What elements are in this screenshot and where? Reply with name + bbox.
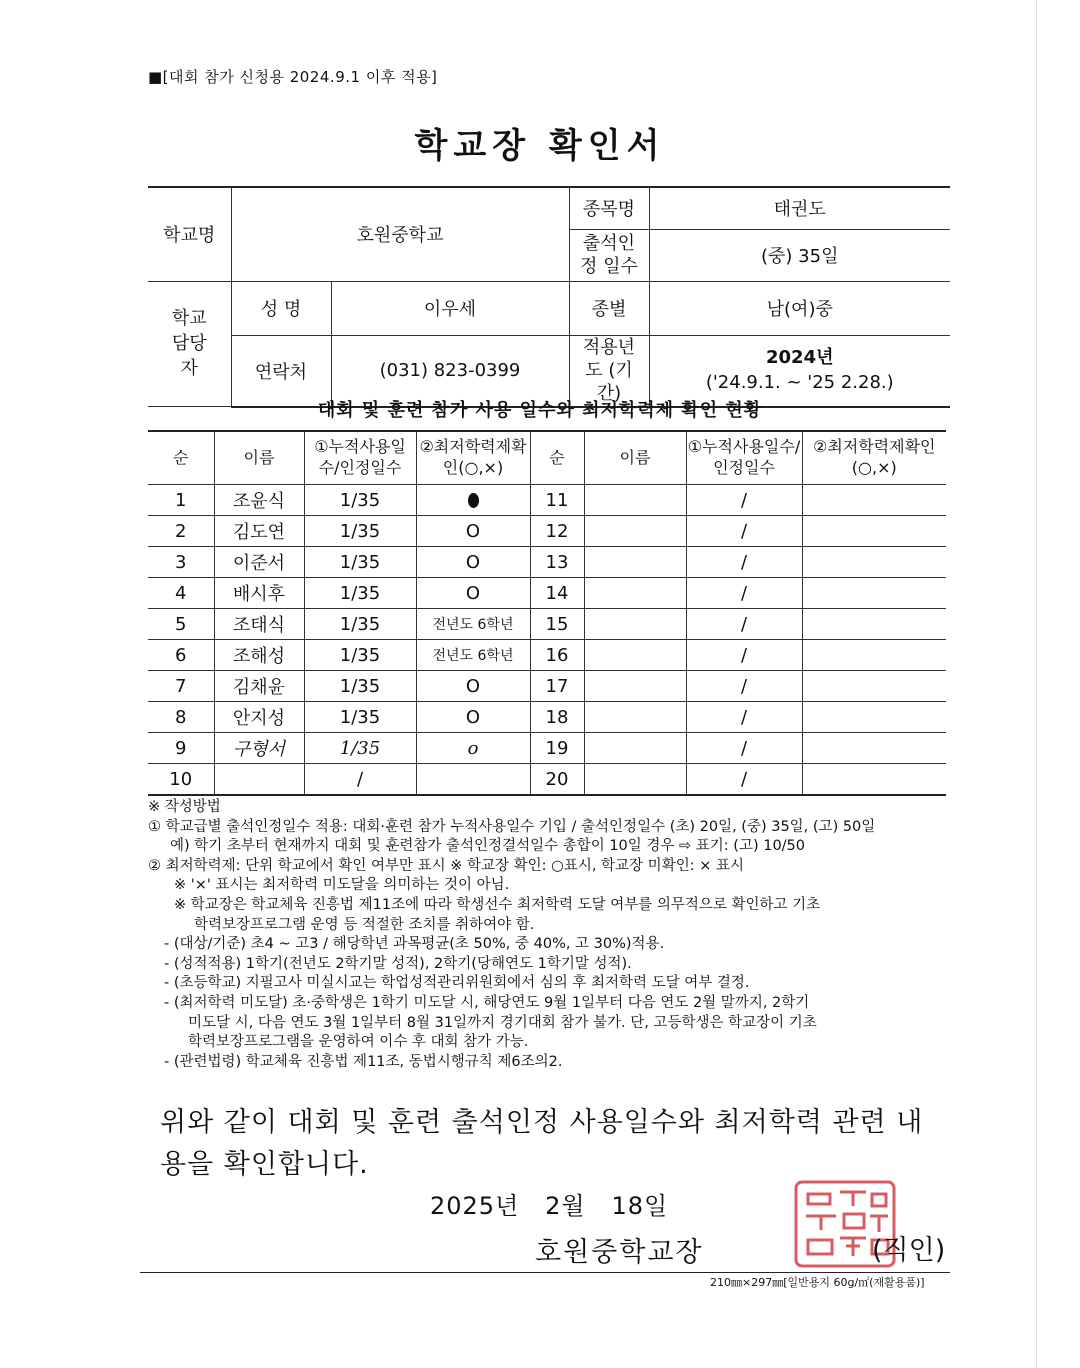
row-no: 13 bbox=[530, 547, 584, 578]
table-row bbox=[148, 578, 946, 609]
academic-check: 전년도 6학년 bbox=[416, 609, 530, 640]
header-check: ②최저학력제확인(○,×) bbox=[416, 431, 530, 485]
note-1: ① 학교급별 출석인정일수 적용: 대회·훈련 참가 누적사용일수 기입 / 출석인정일수 (초) 20일, (중) 35일, (고) 50일 bbox=[148, 818, 876, 835]
days-used: / bbox=[686, 485, 802, 516]
year-value: 2024년 bbox=[766, 347, 834, 369]
row-no: 3 bbox=[148, 547, 214, 578]
contact-label: 연락처 bbox=[231, 335, 331, 407]
days-used: 1/35 bbox=[304, 702, 416, 733]
student-name: 김도연 bbox=[214, 516, 304, 547]
name-value: 이우세 bbox=[331, 281, 569, 335]
days-used: / bbox=[686, 578, 802, 609]
bottom-rule bbox=[140, 1272, 950, 1273]
student-name bbox=[584, 764, 686, 796]
header-name: 이름 bbox=[214, 431, 304, 485]
gender-label: 종별 bbox=[569, 281, 649, 335]
seal-label: (직인) bbox=[872, 1235, 946, 1266]
notes-heading: ※ 작성방법 bbox=[148, 799, 221, 815]
academic-check: O bbox=[416, 547, 530, 578]
student-name: 이준서 bbox=[214, 547, 304, 578]
student-name: 조해성 bbox=[214, 640, 304, 671]
bullet-4b: 미도달 시, 다음 연도 3월 1일부터 8월 31일까지 경기대회 참가 불가. 단, 고등학생은 학교장이 기초 bbox=[188, 1014, 817, 1031]
days-label: 출석인정 일수 bbox=[569, 229, 649, 281]
academic-check bbox=[802, 733, 946, 764]
days-used: / bbox=[686, 516, 802, 547]
student-name bbox=[584, 733, 686, 764]
table-row bbox=[148, 671, 946, 702]
days-used: 1/35 bbox=[304, 516, 416, 547]
header-days: ①누적사용일수/인정일수 bbox=[686, 431, 802, 485]
academic-check bbox=[802, 671, 946, 702]
gender-value: 남(여)중 bbox=[649, 281, 950, 335]
participation-table bbox=[148, 430, 946, 796]
table-row bbox=[148, 547, 946, 578]
row-no: 20 bbox=[530, 764, 584, 796]
header-name: 이름 bbox=[584, 431, 686, 485]
confirmation-statement: 위와 같이 대회 및 훈련 출석인정 사용일수와 최저학력 관련 내용을 확인합니다. bbox=[160, 1107, 924, 1180]
days-used: / bbox=[304, 764, 416, 796]
student-name bbox=[584, 485, 686, 516]
days-used: / bbox=[686, 764, 802, 796]
event-value: 태권도 bbox=[649, 187, 950, 229]
note-1-example: 예) 학기 초부터 현재까지 대회 및 훈련참가 출석인정결석일수 총합이 10일 경우 ⇨ 표기: (고) 10/50 bbox=[170, 838, 806, 855]
academic-check: O bbox=[416, 578, 530, 609]
table-row bbox=[148, 640, 946, 671]
row-no: 19 bbox=[530, 733, 584, 764]
table-row bbox=[148, 516, 946, 547]
days-used: / bbox=[686, 733, 802, 764]
row-no: 12 bbox=[530, 516, 584, 547]
academic-check bbox=[802, 702, 946, 733]
academic-check: O bbox=[416, 671, 530, 702]
row-no: 9 bbox=[148, 733, 214, 764]
days-used: / bbox=[686, 671, 802, 702]
table-row bbox=[148, 702, 946, 733]
row-no: 15 bbox=[530, 609, 584, 640]
bullet-1: - (대상/기준) 초4 ~ 고3 / 해당학년 과목평균(초 50%, 중 40%, 고 30%)적용. bbox=[164, 936, 665, 953]
days-used: 1/35 bbox=[304, 485, 416, 516]
academic-check bbox=[416, 485, 530, 516]
table-row bbox=[148, 485, 946, 516]
note-2b: ※ 학교장은 학교체육 진흥법 제11조에 따라 학생선수 최저학력 도달 여부를 의무적으로 확인하고 기초 bbox=[174, 896, 821, 913]
academic-check bbox=[802, 609, 946, 640]
header-no: 순 bbox=[530, 431, 584, 485]
academic-check bbox=[802, 578, 946, 609]
student-name bbox=[584, 516, 686, 547]
days-used: / bbox=[686, 609, 802, 640]
paper-spec: 210㎜×297㎜[일반용지 60g/㎡(재활용품)] bbox=[710, 1276, 925, 1289]
row-no: 6 bbox=[148, 640, 214, 671]
academic-check bbox=[416, 764, 530, 796]
days-used: 1/35 bbox=[304, 640, 416, 671]
days-used: / bbox=[686, 640, 802, 671]
school-label: 학교명 bbox=[148, 187, 231, 281]
days-value: (중) 35일 bbox=[649, 229, 950, 281]
issue-date: 2025년 2월 18일 bbox=[430, 1192, 669, 1220]
contact-value: (031) 823-0399 bbox=[331, 335, 569, 407]
days-used: 1/35 bbox=[304, 609, 416, 640]
header-days: ①누적사용일수/인정일수 bbox=[304, 431, 416, 485]
note-2c: 학력보장프로그램 운영 등 적절한 조치를 취하여야 함. bbox=[194, 916, 535, 933]
principal-title: 호원중학교장 bbox=[535, 1237, 704, 1268]
bullet-2: - (성적적용) 1학기(전년도 2학기말 성적), 2학기(당해연도 1학기말 성적). bbox=[164, 955, 632, 972]
student-name: 배시후 bbox=[214, 578, 304, 609]
table-row bbox=[148, 733, 946, 764]
row-no: 5 bbox=[148, 609, 214, 640]
row-no: 11 bbox=[530, 485, 584, 516]
student-name: 김채윤 bbox=[214, 671, 304, 702]
row-no: 14 bbox=[530, 578, 584, 609]
bullet-5: - (관련법령) 학교체육 진흥법 제11조, 동법시행규칙 제6조의2. bbox=[164, 1053, 563, 1070]
row-no: 1 bbox=[148, 485, 214, 516]
scan-edge bbox=[1036, 0, 1037, 1368]
event-label: 종목명 bbox=[569, 187, 649, 229]
academic-check bbox=[802, 764, 946, 796]
row-no: 16 bbox=[530, 640, 584, 671]
academic-check bbox=[802, 640, 946, 671]
info-table bbox=[148, 186, 950, 408]
bullet-3: - (초등학교) 지필고사 미실시교는 학업성적관리위원회에서 심의 후 최저학력 도달 여부 결정. bbox=[164, 975, 750, 992]
header-no: 순 bbox=[148, 431, 214, 485]
student-name: 구형서 bbox=[214, 733, 304, 764]
days-used: / bbox=[686, 702, 802, 733]
student-name: 조태식 bbox=[214, 609, 304, 640]
student-name bbox=[584, 702, 686, 733]
table-row bbox=[148, 609, 946, 640]
academic-check: o bbox=[416, 733, 530, 764]
year-label: 적용년도 (기간) bbox=[569, 335, 649, 407]
academic-check: 전년도 6학년 bbox=[416, 640, 530, 671]
table-row bbox=[148, 764, 946, 796]
row-no: 18 bbox=[530, 702, 584, 733]
academic-check bbox=[802, 516, 946, 547]
student-name: 안지성 bbox=[214, 702, 304, 733]
writing-instructions bbox=[148, 798, 948, 1072]
staff-label: 학교 담당자 bbox=[148, 281, 231, 407]
row-no: 2 bbox=[148, 516, 214, 547]
note-2: ② 최저학력제: 단위 학교에서 확인 여부만 표시 ※ 학교장 확인: ○표시, 학교장 미확인: × 표시 bbox=[148, 857, 744, 874]
academic-check: O bbox=[416, 702, 530, 733]
filled-dot-mark bbox=[468, 493, 479, 508]
header-check: ②최저학력제확인(○,×) bbox=[802, 431, 946, 485]
row-no: 7 bbox=[148, 671, 214, 702]
page-title: 학교장 확인서 bbox=[414, 126, 666, 166]
bullet-4c: 학력보장프로그램을 운영하여 이수 후 대회 참가 가능. bbox=[188, 1034, 529, 1051]
note-2a: ※ '×' 표시는 최저학력 미도달을 의미하는 것이 아님. bbox=[174, 877, 510, 894]
header-note: ■[대회 참가 신청용 2024.9.1 이후 적용] bbox=[148, 68, 438, 86]
row-no: 10 bbox=[148, 764, 214, 796]
student-name bbox=[584, 578, 686, 609]
academic-check bbox=[802, 485, 946, 516]
academic-check: O bbox=[416, 516, 530, 547]
row-no: 17 bbox=[530, 671, 584, 702]
student-name bbox=[214, 764, 304, 796]
name-label: 성 명 bbox=[231, 281, 331, 335]
days-used: 1/35 bbox=[304, 671, 416, 702]
student-name bbox=[584, 547, 686, 578]
period-value: ('24.9.1. ~ '25 2.28.) bbox=[705, 371, 894, 393]
bullet-4: - (최저학력 미도달) 초·중학생은 1학기 미도달 시, 해당연도 9월 1일부터 다음 연도 2월 말까지, 2학기 bbox=[164, 994, 810, 1011]
academic-check bbox=[802, 547, 946, 578]
row-no: 4 bbox=[148, 578, 214, 609]
student-name bbox=[584, 671, 686, 702]
student-name bbox=[584, 640, 686, 671]
days-used: 1/35 bbox=[304, 547, 416, 578]
days-used: 1/35 bbox=[304, 578, 416, 609]
days-used: 1/35 bbox=[304, 733, 416, 764]
school-value: 호원중학교 bbox=[231, 187, 569, 281]
row-no: 8 bbox=[148, 702, 214, 733]
student-name bbox=[584, 609, 686, 640]
days-used: / bbox=[686, 547, 802, 578]
student-name: 조윤식 bbox=[214, 485, 304, 516]
section-title: 대회 및 훈련 참가 사용 일수와 최저학력제 확인 현황 bbox=[317, 400, 763, 421]
